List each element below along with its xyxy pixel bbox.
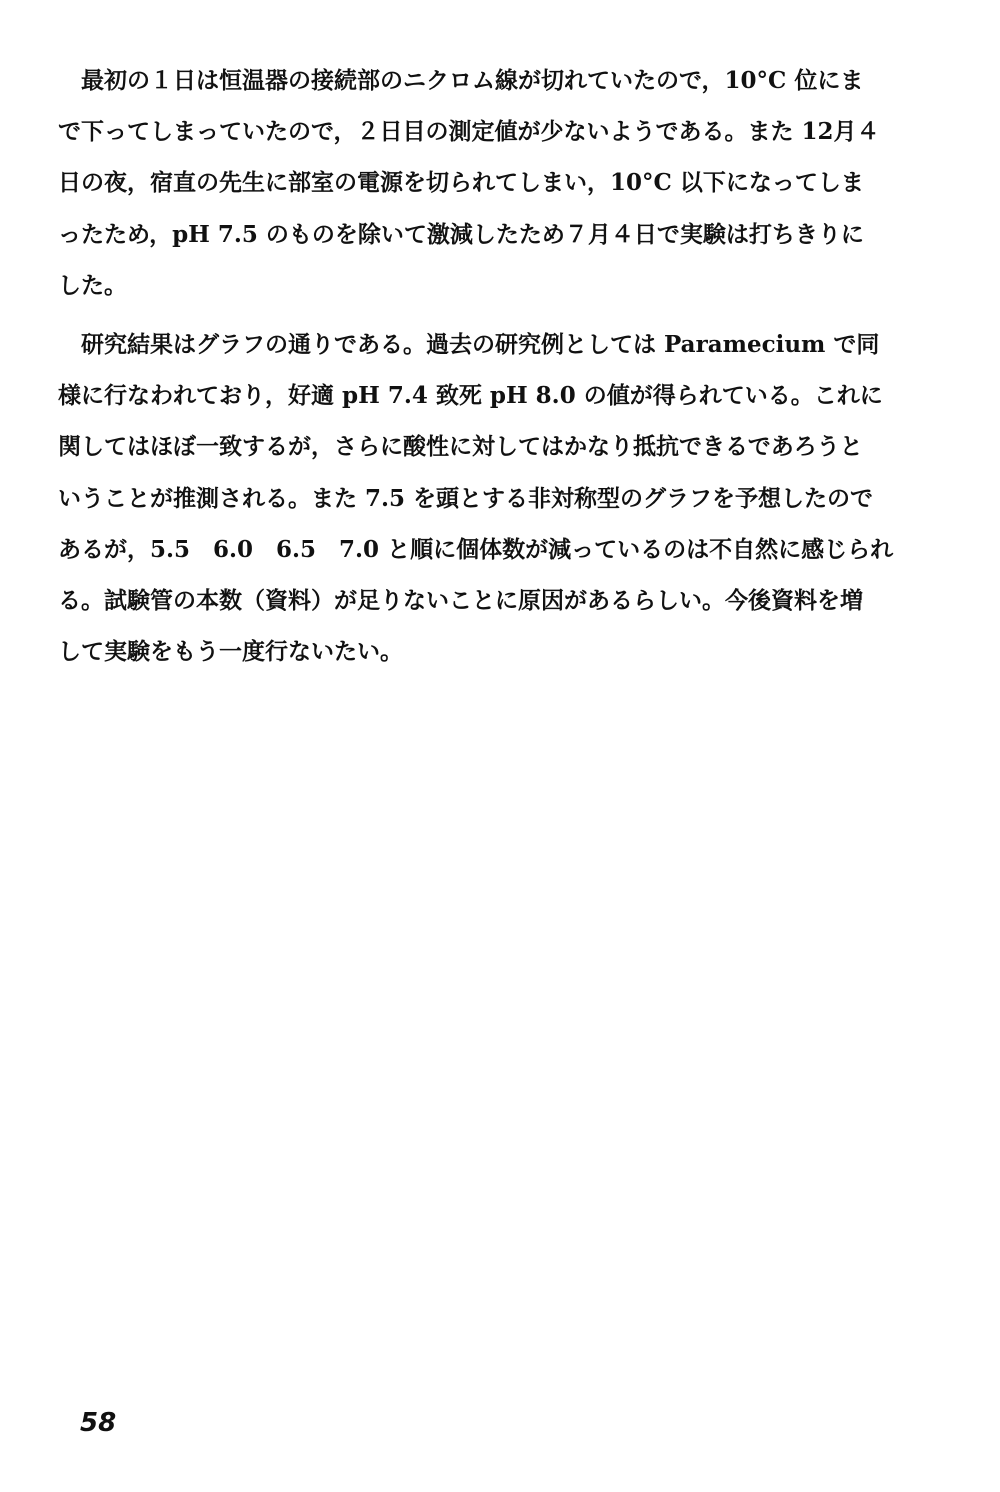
text-line: あるが，5.5 6.0 6.5 7.0 と順に個体数が減っているのは不自然に感じられ [58, 535, 894, 563]
body-text [58, 55, 942, 677]
paragraph-2 [58, 319, 942, 677]
text-line: 様に行なわれており，好適 pH 7.4 致死 pH 8.0 の値が得られている。これに [58, 382, 883, 410]
text-line: ったため，pH 7.5 のものを除いて激減したため７月４日で実験は打ちきりに [58, 220, 864, 248]
text-line: る。試験管の本数（資料）が足りないことに原因があるらしい。今後資料を増 [58, 586, 863, 614]
text-line: した。 [58, 271, 127, 299]
page-number: 58 [80, 1408, 117, 1438]
text-line: 関してはほぼ一致するが，さらに酸性に対してはかなり抵抗できるであろうと [58, 433, 863, 461]
text-line: 研究結果はグラフの通りである。過去の研究例としては Paramecium で同 [58, 330, 880, 358]
text-line: 日の夜，宿直の先生に部室の電源を切られてしまい，10°C 以下になってしま [58, 169, 864, 197]
text-line: いうことが推測される。また 7.5 を頭とする非対称型のグラフを予想したので [58, 484, 874, 512]
text-line: 最初の１日は恒温器の接続部のニクロム線が切れていたので，10°C 位にま [58, 67, 864, 94]
paragraph-1 [58, 55, 942, 311]
text-line: で下ってしまっていたので，２日目の測定値が少ないようである。また 12月４ [58, 118, 880, 146]
text-line: して実験をもう一度行ないたい。 [58, 638, 403, 666]
